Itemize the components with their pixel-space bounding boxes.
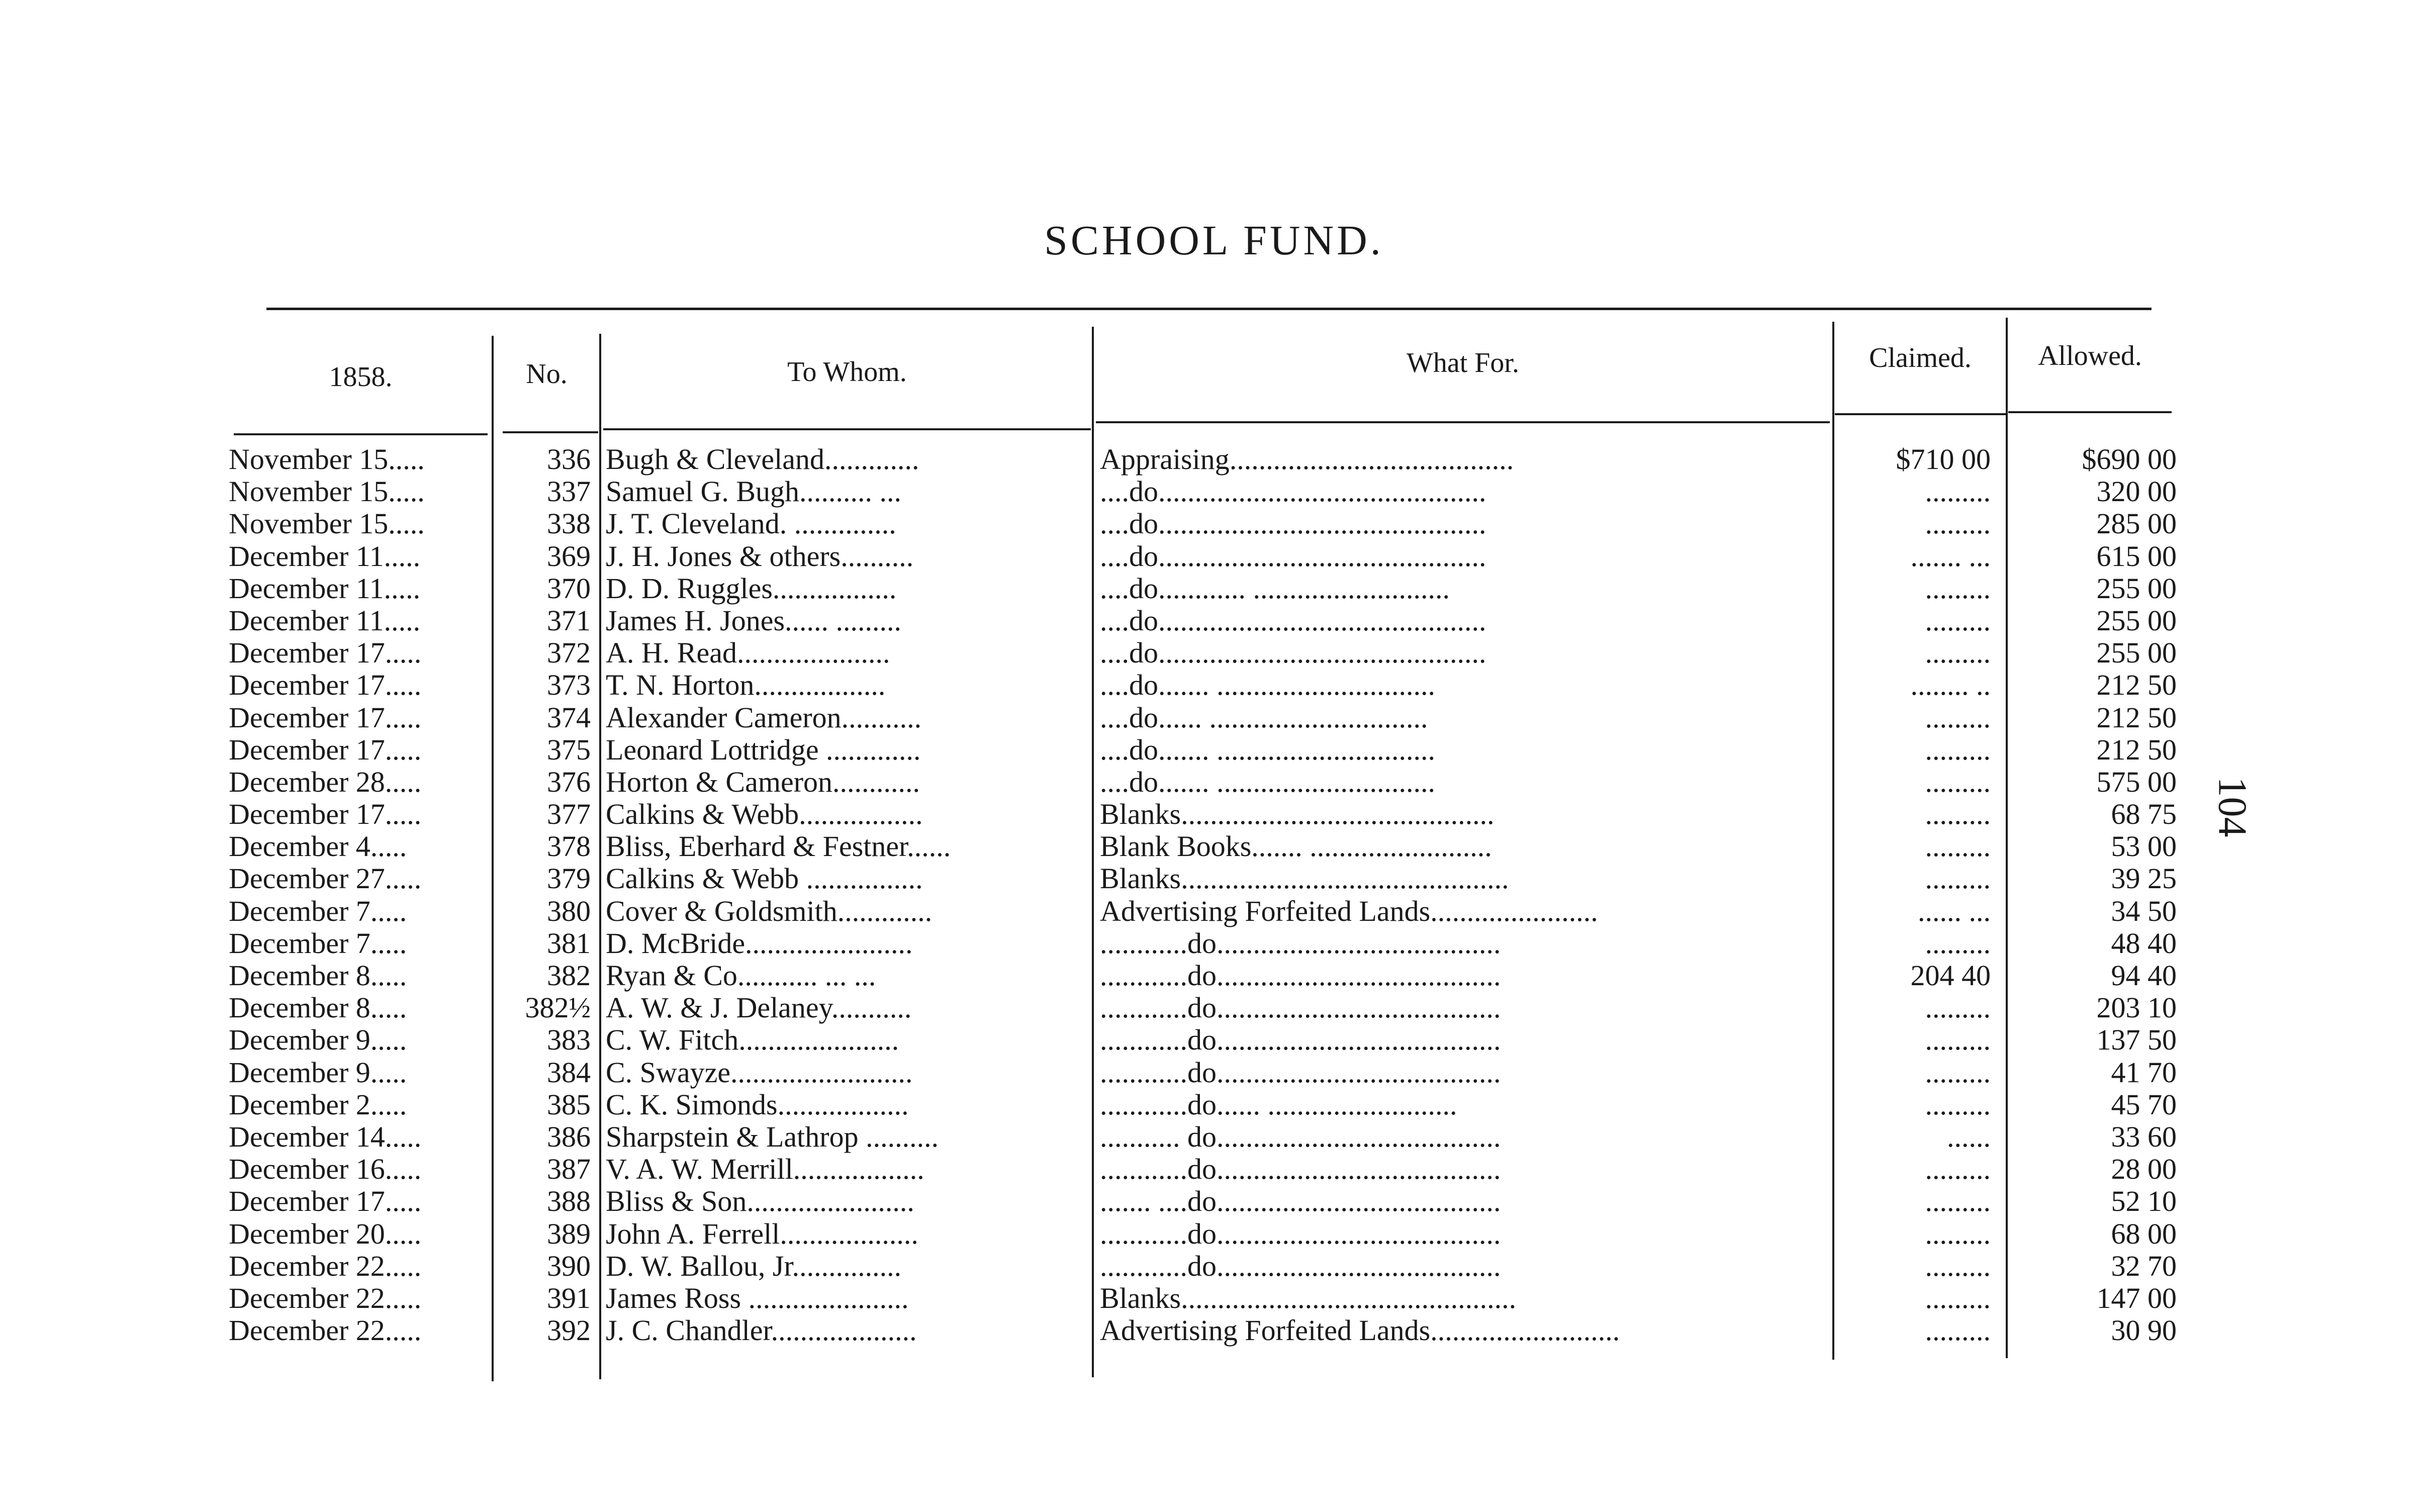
page-number: 104 xyxy=(2210,777,2255,837)
row-payee: John A. Ferrell................... xyxy=(606,1217,918,1250)
row-number: 381 xyxy=(547,926,591,960)
table-row xyxy=(0,701,2428,733)
row-date: December 22..... xyxy=(229,1249,422,1282)
row-claimed: ......... xyxy=(1925,765,1991,798)
row-allowed: 30 90 xyxy=(2111,1314,2177,1347)
row-allowed: $690 00 xyxy=(2082,443,2177,476)
row-number: 337 xyxy=(547,475,591,508)
header-to-whom: To Whom. xyxy=(787,356,907,388)
row-allowed: 212 50 xyxy=(2096,733,2177,766)
row-claimed: $710 00 xyxy=(1896,443,1991,476)
row-payee: James Ross ...................... xyxy=(606,1281,909,1314)
row-number: 371 xyxy=(547,604,591,637)
row-claimed: 204 40 xyxy=(1910,959,1991,992)
table-row xyxy=(0,894,2428,926)
row-number: 383 xyxy=(547,1023,591,1057)
table-row xyxy=(0,733,2428,765)
row-number: 387 xyxy=(547,1153,591,1186)
row-claimed: ...... ... xyxy=(1918,894,1991,927)
row-purpose: Blank Books....... ......................... xyxy=(1100,830,1492,863)
table-row xyxy=(0,991,2428,1023)
row-claimed: ......... xyxy=(1925,636,1991,670)
row-number: 382 xyxy=(547,959,591,992)
table-row xyxy=(0,1152,2428,1184)
row-claimed: ......... xyxy=(1925,1023,1991,1057)
row-number: 336 xyxy=(547,443,591,476)
row-purpose: Appraising....................................... xyxy=(1100,443,1514,476)
table-row xyxy=(0,1056,2428,1088)
table-row xyxy=(0,1313,2428,1346)
table-row xyxy=(0,539,2428,572)
header-rule-year xyxy=(234,433,488,435)
row-date: December 28..... xyxy=(229,765,422,798)
table-row xyxy=(0,1281,2428,1313)
header-rule-no xyxy=(503,431,598,433)
row-allowed: 255 00 xyxy=(2096,636,2177,670)
table-row xyxy=(0,862,2428,894)
row-date: December 17..... xyxy=(229,669,422,702)
row-claimed: ......... xyxy=(1925,1314,1991,1347)
row-payee: A. W. & J. Delaney........... xyxy=(606,991,912,1024)
row-claimed: ......... xyxy=(1925,926,1991,960)
table-row xyxy=(0,475,2428,507)
row-purpose: ............do....................................... xyxy=(1100,991,1501,1024)
row-payee: J. H. Jones & others.......... xyxy=(606,539,914,573)
row-number: 391 xyxy=(547,1281,591,1314)
header-rule-what xyxy=(1096,421,1830,423)
row-claimed: ...... xyxy=(1947,1120,1991,1153)
row-allowed: 255 00 xyxy=(2096,572,2177,605)
header-year: 1858. xyxy=(329,361,393,393)
table-row xyxy=(0,636,2428,668)
row-allowed: 32 70 xyxy=(2111,1249,2177,1282)
row-allowed: 575 00 xyxy=(2096,765,2177,798)
header-what-for: What For. xyxy=(1407,347,1519,379)
row-claimed: ......... xyxy=(1925,830,1991,863)
header-no: No. xyxy=(526,358,568,390)
row-number: 386 xyxy=(547,1120,591,1153)
row-date: December 9..... xyxy=(229,1023,407,1057)
row-claimed: ......... xyxy=(1925,701,1991,734)
table-row xyxy=(0,926,2428,959)
table-top-rule xyxy=(266,308,2152,310)
row-payee: Alexander Cameron........... xyxy=(606,701,922,734)
row-purpose: Blanks........................................... xyxy=(1100,798,1495,831)
row-date: December 22..... xyxy=(229,1281,422,1314)
row-claimed: ......... xyxy=(1925,572,1991,605)
row-date: December 17..... xyxy=(229,1185,422,1218)
row-payee: D. McBride....................... xyxy=(606,926,913,960)
row-date: December 17..... xyxy=(229,701,422,734)
row-claimed: ......... xyxy=(1925,604,1991,637)
row-allowed: 68 75 xyxy=(2111,798,2177,831)
row-payee: Horton & Cameron............ xyxy=(606,765,920,798)
row-number: 375 xyxy=(547,733,591,766)
table-row xyxy=(0,1088,2428,1120)
row-number: 373 xyxy=(547,669,591,702)
table-row xyxy=(0,797,2428,829)
row-date: December 17..... xyxy=(229,798,422,831)
row-allowed: 212 50 xyxy=(2096,669,2177,702)
table-row xyxy=(0,507,2428,539)
row-number: 372 xyxy=(547,636,591,670)
row-claimed: ......... xyxy=(1925,1281,1991,1314)
row-purpose: ....do....... .............................. xyxy=(1100,733,1435,766)
row-date: December 9..... xyxy=(229,1056,407,1089)
row-purpose: ....do............................................. xyxy=(1100,507,1486,540)
table-row xyxy=(0,1249,2428,1281)
row-allowed: 34 50 xyxy=(2111,894,2177,927)
table-row xyxy=(0,668,2428,700)
table-row xyxy=(0,1120,2428,1152)
row-purpose: ....do............................................. xyxy=(1100,604,1486,637)
row-purpose: ....do............................................. xyxy=(1100,539,1486,573)
row-allowed: 320 00 xyxy=(2096,475,2177,508)
row-allowed: 48 40 xyxy=(2111,926,2177,960)
row-purpose: Advertising Forfeited Lands....................... xyxy=(1100,894,1598,927)
row-purpose: ............do....................................... xyxy=(1100,1153,1501,1186)
row-payee: T. N. Horton.................. xyxy=(606,669,886,702)
row-allowed: 33 60 xyxy=(2111,1120,2177,1153)
header-rule-claimed xyxy=(1835,413,2006,415)
row-purpose: ....... ....do....................................... xyxy=(1100,1185,1501,1218)
row-number: 376 xyxy=(547,765,591,798)
row-payee: J. C. Chandler.................... xyxy=(606,1314,917,1347)
row-claimed: ......... xyxy=(1925,1088,1991,1121)
row-payee: Sharpstein & Lathrop .......... xyxy=(606,1120,939,1153)
row-purpose: ............do....................................... xyxy=(1100,959,1501,992)
table-row xyxy=(0,442,2428,475)
row-number: 374 xyxy=(547,701,591,734)
row-date: December 4..... xyxy=(229,830,407,863)
row-date: December 11..... xyxy=(229,604,421,637)
row-date: November 15..... xyxy=(229,443,425,476)
row-payee: C. W. Fitch...................... xyxy=(606,1023,899,1057)
row-number: 369 xyxy=(547,539,591,573)
header-claimed: Claimed. xyxy=(1869,342,1972,373)
row-purpose: ....do............ ........................... xyxy=(1100,572,1450,605)
row-purpose: ............do...... .......................... xyxy=(1100,1088,1457,1121)
row-date: December 20..... xyxy=(229,1217,422,1250)
row-claimed: ......... xyxy=(1925,991,1991,1024)
row-claimed: ......... xyxy=(1925,733,1991,766)
row-number: 379 xyxy=(547,862,591,895)
row-date: December 22..... xyxy=(229,1314,422,1347)
table-row xyxy=(0,1023,2428,1055)
header-allowed: Allowed. xyxy=(2038,340,2142,371)
row-purpose: ....do............................................. xyxy=(1100,475,1486,508)
row-date: November 15..... xyxy=(229,475,425,508)
row-payee: Ryan & Co........... ... ... xyxy=(606,959,876,992)
row-payee: C. K. Simonds.................. xyxy=(606,1088,909,1121)
row-purpose: ............do....................................... xyxy=(1100,1249,1501,1282)
row-purpose: ........... do....................................... xyxy=(1100,1120,1501,1153)
row-purpose: ............do....................................... xyxy=(1100,926,1501,960)
row-purpose: ....do....... .............................. xyxy=(1100,765,1435,798)
row-allowed: 137 50 xyxy=(2096,1023,2177,1057)
row-allowed: 68 00 xyxy=(2111,1217,2177,1250)
row-purpose: Blanks............................................. xyxy=(1100,862,1509,895)
row-purpose: ....do............................................. xyxy=(1100,636,1486,670)
row-allowed: 203 10 xyxy=(2096,991,2177,1024)
row-payee: Calkins & Webb................. xyxy=(606,798,923,831)
row-allowed: 52 10 xyxy=(2111,1185,2177,1218)
row-number: 382½ xyxy=(525,991,591,1024)
row-number: 378 xyxy=(547,830,591,863)
row-allowed: 94 40 xyxy=(2111,959,2177,992)
row-number: 384 xyxy=(547,1056,591,1089)
row-number: 380 xyxy=(547,894,591,927)
table-row xyxy=(0,1184,2428,1216)
header-rule-whom xyxy=(603,428,1091,430)
row-purpose: Blanks.............................................. xyxy=(1100,1281,1517,1314)
row-purpose: ....do....... .............................. xyxy=(1100,669,1435,702)
row-date: December 11..... xyxy=(229,539,421,573)
row-claimed: ......... xyxy=(1925,862,1991,895)
row-purpose: ............do....................................... xyxy=(1100,1217,1501,1250)
row-allowed: 285 00 xyxy=(2096,507,2177,540)
row-date: December 8..... xyxy=(229,959,407,992)
table-row xyxy=(0,1217,2428,1249)
row-allowed: 147 00 xyxy=(2096,1281,2177,1314)
row-purpose: Advertising Forfeited Lands.......................... xyxy=(1100,1314,1620,1347)
row-date: December 2..... xyxy=(229,1088,407,1121)
table-body xyxy=(0,442,2428,1346)
row-payee: V. A. W. Merrill.................. xyxy=(606,1153,924,1186)
row-payee: Leonard Lottridge ............. xyxy=(606,733,921,766)
row-claimed: ......... xyxy=(1925,1056,1991,1089)
row-date: December 8..... xyxy=(229,991,407,1024)
row-allowed: 212 50 xyxy=(2096,701,2177,734)
row-payee: D. W. Ballou, Jr............... xyxy=(606,1249,902,1282)
table-row xyxy=(0,604,2428,636)
row-date: December 7..... xyxy=(229,894,407,927)
row-claimed: ......... xyxy=(1925,475,1991,508)
row-purpose: ............do....................................... xyxy=(1100,1023,1501,1057)
row-allowed: 53 00 xyxy=(2111,830,2177,863)
row-claimed: ......... xyxy=(1925,1217,1991,1250)
row-allowed: 41 70 xyxy=(2111,1056,2177,1089)
row-claimed: ......... xyxy=(1925,1185,1991,1218)
row-allowed: 39 25 xyxy=(2111,862,2177,895)
row-payee: Calkins & Webb ................ xyxy=(606,862,923,895)
row-payee: James H. Jones...... ......... xyxy=(606,604,902,637)
row-date: December 17..... xyxy=(229,733,422,766)
row-payee: Bugh & Cleveland............. xyxy=(606,443,919,476)
row-number: 377 xyxy=(547,798,591,831)
row-number: 338 xyxy=(547,507,591,540)
header-rule-allowed xyxy=(2008,411,2172,413)
row-claimed: ......... xyxy=(1925,1153,1991,1186)
row-claimed: ......... xyxy=(1925,798,1991,831)
row-number: 385 xyxy=(547,1088,591,1121)
row-number: 392 xyxy=(547,1314,591,1347)
row-claimed: ........ .. xyxy=(1910,669,1991,702)
table-row xyxy=(0,959,2428,991)
row-date: December 27..... xyxy=(229,862,422,895)
row-payee: Bliss & Son....................... xyxy=(606,1185,914,1218)
row-claimed: ....... ... xyxy=(1910,539,1991,573)
row-allowed: 255 00 xyxy=(2096,604,2177,637)
row-date: November 15..... xyxy=(229,507,425,540)
row-date: December 16..... xyxy=(229,1153,422,1186)
row-allowed: 45 70 xyxy=(2111,1088,2177,1121)
row-purpose: ............do....................................... xyxy=(1100,1056,1501,1089)
row-claimed: ......... xyxy=(1925,507,1991,540)
table-row xyxy=(0,829,2428,862)
row-payee: Samuel G. Bugh.......... ... xyxy=(606,475,902,508)
table-row xyxy=(0,572,2428,604)
row-number: 389 xyxy=(547,1217,591,1250)
row-purpose: ....do...... .............................. xyxy=(1100,701,1428,734)
row-date: December 7..... xyxy=(229,926,407,960)
row-date: December 14..... xyxy=(229,1120,422,1153)
row-claimed: ......... xyxy=(1925,1249,1991,1282)
row-payee: D. D. Ruggles................. xyxy=(606,572,897,605)
row-payee: A. H. Read..................... xyxy=(606,636,890,670)
row-date: December 17..... xyxy=(229,636,422,670)
table-row xyxy=(0,765,2428,797)
row-date: December 11..... xyxy=(229,572,421,605)
row-number: 388 xyxy=(547,1185,591,1218)
page-title: SCHOOL FUND. xyxy=(1044,217,1384,264)
row-payee: C. Swayze......................... xyxy=(606,1056,913,1089)
row-number: 370 xyxy=(547,572,591,605)
row-number: 390 xyxy=(547,1249,591,1282)
row-payee: Bliss, Eberhard & Festner...... xyxy=(606,830,951,863)
row-allowed: 615 00 xyxy=(2096,539,2177,573)
row-allowed: 28 00 xyxy=(2111,1153,2177,1186)
row-payee: Cover & Goldsmith............. xyxy=(606,894,932,927)
row-payee: J. T. Cleveland. .............. xyxy=(606,507,896,540)
